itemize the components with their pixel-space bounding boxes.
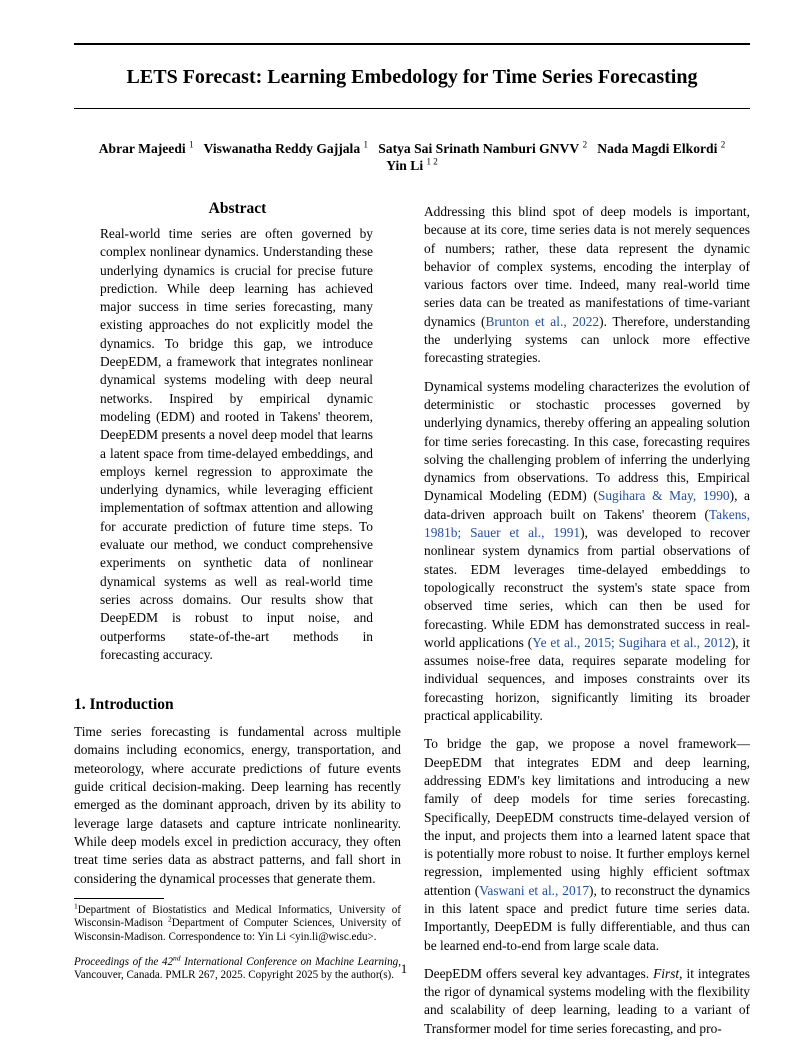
conference-details: , Vancouver, Canada. PMLR 267, 2025. Copyright 2025 by the author(s). bbox=[74, 955, 401, 982]
citation-link[interactable]: Ye et al., 2015; Sugihara et al., 2012 bbox=[532, 634, 731, 650]
paragraph-text: ), was developed to recover nonlinear system dynamics from partial observations of states. EDM leverages time-delayed embeddings to topologically reconstruct the system's state space from observed time series, which can then be used for forecasting. While EDM has demonstrated success in real-world applications ( bbox=[424, 525, 750, 650]
page-number: 1 bbox=[400, 961, 408, 976]
conference-text: Proceedings of the bbox=[74, 955, 162, 968]
title-bottom-rule bbox=[74, 108, 750, 109]
paragraph-text: ), it assumes noise-free data, requires separate modeling for individual sequences, and imposes constraints over its forecasting horizon, significantly limiting its broader practical applicability. bbox=[424, 634, 750, 724]
paragraph-text: ). Therefore, understanding the underlying systems can unlock more effective forecasting strategies. bbox=[424, 313, 750, 366]
author-name: Satya Sai Srinath Namburi GNVV bbox=[378, 141, 580, 156]
introduction-paragraph: Time series forecasting is fundamental across multiple domains including economics, energy, transportation, and meteorology, where accurate predictions of future events guide critical decision-making. Deep learning has recently emerged as the dominant approach, driven by its ability to leverage large datasets and capture intricate nonlinearity. While deep models excel in prediction accuracy, they often treat time series data as abstract patterns, and fall short in considering the dynamical processes that generate them. bbox=[74, 724, 401, 886]
body-paragraph bbox=[424, 203, 750, 368]
footnote-rule bbox=[74, 898, 164, 899]
paragraph-text: ), a data-driven approach built on Takens' theorem ( bbox=[424, 488, 750, 522]
citation-link[interactable]: Takens, 1981b; Sauer et al., 1991 bbox=[424, 506, 750, 541]
author-affiliation-mark: 1 bbox=[363, 139, 369, 150]
paragraph-text: ), to reconstruct the dynamics in this latent space and predict future time series data. Importantly, DeepEDM is fully differentiable, and thus can be learned end-to-end from large scale data. bbox=[424, 882, 750, 953]
footnote-mark: 2 bbox=[168, 914, 172, 924]
author-name: Abrar Majeedi bbox=[98, 141, 186, 156]
author-affiliation-mark: 1 bbox=[189, 139, 194, 150]
author-name: Nada Magdi Elkordi bbox=[597, 141, 718, 156]
author-list bbox=[74, 140, 750, 174]
paragraph-text: , it integrates the rigor of dynamical systems modeling with the flexibility and scalability of deep learning, leading to a variant of Transformer model for time series forecasting, and pro- bbox=[424, 965, 750, 1036]
citation-link[interactable]: Sugihara & May, 1990 bbox=[597, 488, 730, 504]
paragraph-text: To bridge the gap, we propose a novel framework—DeepEDM that integrates EDM and deep learning, addressing EDM's key limitations and introducing a new family of deep models for time series forecasting. Specifically, DeepEDM constructs time-delayed version of the input, and projects them into a learned latent space that is potentially more robust to noise. It further employs kernel regression, implemented using highly efficient softmax attention ( bbox=[424, 736, 750, 898]
paragraph-text: DeepEDM offers several key advantages. bbox=[424, 965, 654, 981]
footnote-text: Department of Biostatistics and Medical Informatics, University of Wisconsin-Madison bbox=[74, 903, 401, 930]
left-column bbox=[74, 199, 401, 994]
conference-edition-suffix: nd bbox=[173, 952, 181, 962]
abstract-text: Real-world time series are often governed by complex nonlinear dynamics. Understanding these underlying dynamics is crucial for precise future prediction. While deep learning has achieved major success in time series forecasting, many existing approaches do not explicitly model the dynamics. To bridge this gap, we introduce DeepEDM, a framework that integrates nonlinear dynamical systems modeling with deep neural networks. Inspired by empirical dynamic modeling (EDM) and rooted in Takens' theorem, DeepEDM presents a novel deep model that learns a latent space from time-delayed embeddings, and employs kernel regression to approximate the underlying dynamics, while leveraging efficient implementation of softmax attention and allowing for accurate prediction of future time steps. To evaluate our method, we conduct comprehensive experiments on synthetic data of nonlinear dynamical systems as well as real-world time series across domains. Our results show that DeepEDM is robust to input noise, and outperforms state-of-the-art methods in forecasting accuracy. bbox=[100, 226, 373, 662]
footnote-text: Department of Computer Sciences, University of Wisconsin-Madison. Correspondence to: Yin Li <yin.li@wisc.edu>. bbox=[74, 917, 401, 943]
abstract-heading: Abstract bbox=[208, 200, 267, 217]
citation-link[interactable]: Vaswani et al., 2017 bbox=[479, 882, 590, 898]
paragraph-text: Dynamical systems modeling characterizes the evolution of deterministic or stochastic processes governed by underlying dynamics, thereby offering an appealing solution for time series forecasting. In this case, forecasting requires solving the challenging problem of inferring the underlying dynamics from observations. To address this, Empirical Dynamical Modeling (EDM) ( bbox=[424, 378, 750, 504]
paragraph-text: Addressing this blind spot of deep models is important, because at its core, time series data is not merely sequences of numbers; rather, these data represent the dynamic behavior of complex systems, encoding the interplay of various factors over time. Indeed, many real-world time series data can be treated as manifestations of time-variant dynamics ( bbox=[424, 204, 750, 329]
author-name: Yin Li bbox=[386, 158, 424, 173]
paper-title: LETS Forecast: Learning Embedology for Time Series Forecasting bbox=[126, 66, 698, 88]
right-column bbox=[424, 203, 750, 1048]
citation-link[interactable]: Brunton et al., 2022 bbox=[485, 313, 600, 329]
conference-edition: 42 bbox=[161, 955, 174, 968]
introduction-heading: 1. Introduction bbox=[74, 696, 174, 714]
footnote-mark: 1 bbox=[74, 901, 78, 911]
author-affiliation-mark: 2 bbox=[720, 139, 726, 150]
conference-name: International Conference on Machine Learning bbox=[180, 955, 399, 968]
body-paragraph bbox=[424, 378, 750, 726]
body-paragraph bbox=[424, 735, 750, 955]
author-affiliation-mark: 2 bbox=[582, 139, 588, 150]
author-affiliation-mark: 1 2 bbox=[426, 156, 438, 167]
title-top-rule bbox=[74, 43, 750, 45]
emphasis-text: First bbox=[653, 965, 680, 981]
affiliation-footnote bbox=[74, 901, 401, 945]
author-name: Viswanatha Reddy Gajjala bbox=[203, 141, 361, 156]
